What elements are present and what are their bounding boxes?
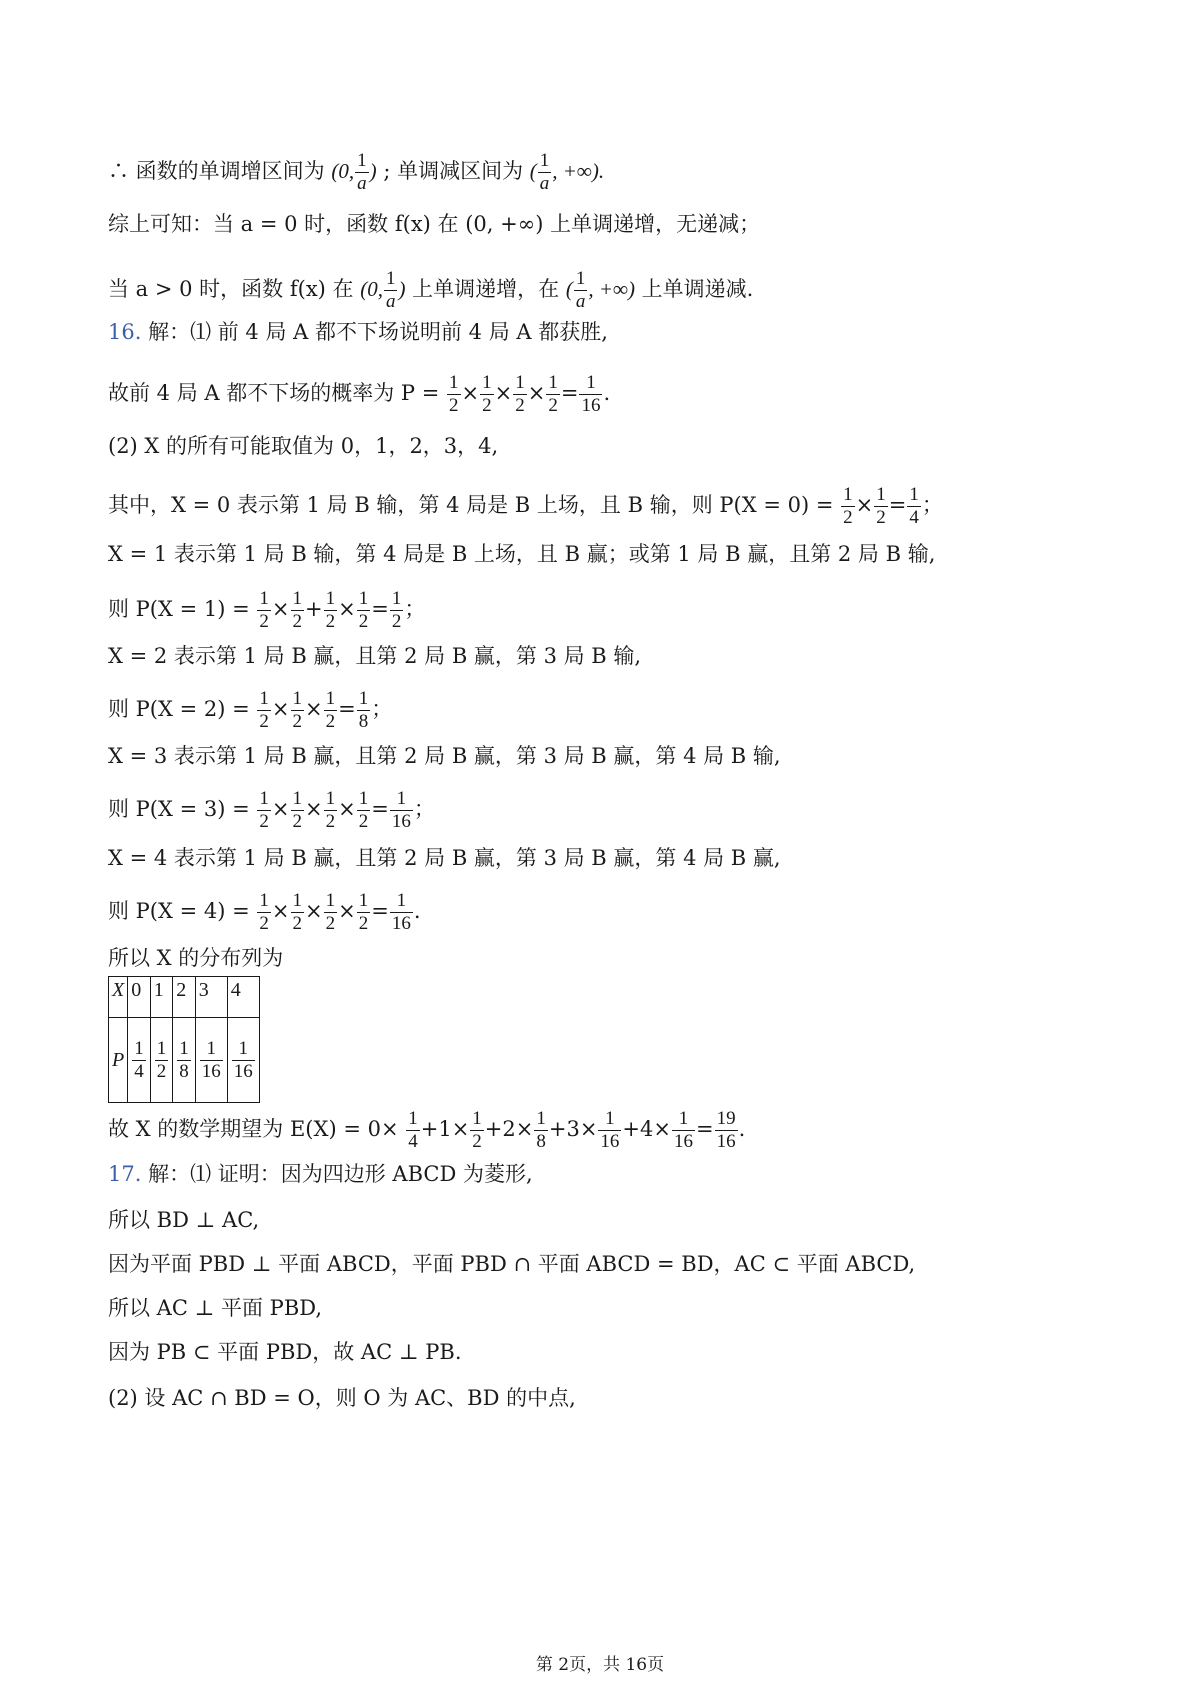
table-row bbox=[109, 977, 260, 1018]
q16-probability: 故前 4 局 A 都不下场的概率为 P = $\frac{1}{2}$ × $\frac{1}{2}$ × $\frac{1}{2}$ × $\frac{1}{2}$ = $\frac{1}{16}$ . bbox=[108, 372, 611, 416]
table-cell: $\frac{1}{4}$ bbox=[128, 1018, 151, 1103]
text: X = 3 表示第 1 局 B 赢，且第 2 局 B 赢，第 3 局 B 赢，第 4 局 B 输, bbox=[108, 744, 781, 768]
text: 则 P(X = 4) = bbox=[108, 899, 250, 923]
table-cell: $\frac{1}{8}$ bbox=[173, 1018, 196, 1103]
text: 因为平面 PBD ⊥ 平面 ABCD，平面 PBD ∩ 平面 ABCD = BD，AC ⊂ 平面 ABCD, bbox=[108, 1252, 916, 1276]
math: (0, bbox=[331, 159, 355, 183]
text: 上单调递减. bbox=[641, 277, 754, 301]
text: 故前 4 局 A 都不下场的概率为 P = bbox=[108, 381, 440, 405]
text: 其中，X = 0 表示第 1 局 B 输，第 4 局是 B 上场，且 B 输，则 P(X = 0) = bbox=[108, 493, 834, 517]
question-number: 16. bbox=[108, 320, 142, 344]
text: (2) 设 AC ∩ BD = O，则 O 为 AC、BD 的中点, bbox=[108, 1386, 576, 1410]
q17-line bbox=[108, 1294, 322, 1322]
fraction: $\frac{1}{a}$ bbox=[575, 268, 586, 312]
x4-line bbox=[108, 844, 781, 872]
table-cell: X bbox=[109, 977, 128, 1018]
text: ; 单调减区间为 bbox=[383, 159, 524, 183]
q16-values bbox=[108, 432, 498, 460]
text: X = 1 表示第 1 局 B 输，第 4 局是 B 上场，且 B 赢；或第 1 局 B 赢，且第 2 局 B 输, bbox=[108, 542, 936, 566]
text: 上单调递增，在 bbox=[412, 277, 560, 301]
q17-intro bbox=[108, 1160, 533, 1188]
x0-line: 其中，X = 0 表示第 1 局 B 输，第 4 局是 B 上场，且 B 输，则 P(X = 0) = $\frac{1}{2}$ × $\frac{1}{2}$ = $\frac{1}{4}$ ； bbox=[108, 484, 943, 528]
text: ∴ 函数的单调增区间为 bbox=[108, 159, 325, 183]
fraction: $\frac{1}{a}$ bbox=[539, 150, 550, 194]
table-cell: $\frac{1}{16}$ bbox=[227, 1018, 259, 1103]
x3-line bbox=[108, 742, 781, 770]
distribution-table bbox=[108, 976, 260, 1103]
x2-prob: 则 P(X = 2) = $\frac{1}{2}$ × $\frac{1}{2}$ × $\frac{1}{2}$ = $\frac{1}{8}$ ； bbox=[108, 688, 393, 732]
text: 因为 PB ⊂ 平面 PBD，故 AC ⊥ PB. bbox=[108, 1340, 462, 1364]
text: 所以 BD ⊥ AC, bbox=[108, 1208, 260, 1232]
q17-line bbox=[108, 1206, 259, 1234]
question-number: 17. bbox=[108, 1162, 142, 1186]
fraction: $\frac{1}{a}$ bbox=[357, 150, 367, 194]
x1-line bbox=[108, 540, 935, 568]
text: (2) X 的所有可能取值为 0，1，2，3，4, bbox=[108, 434, 499, 458]
text: X = 4 表示第 1 局 B 赢，且第 2 局 B 赢，第 3 局 B 赢，第 4 局 B 赢, bbox=[108, 846, 781, 870]
x3-prob: 则 P(X = 3) = $\frac{1}{2}$ × $\frac{1}{2}$ × $\frac{1}{2}$ × $\frac{1}{2}$ = $\frac{1}{16}$ ； bbox=[108, 788, 435, 832]
table-cell: 2 bbox=[173, 977, 196, 1018]
page-footer: 第 2页，共 16页 bbox=[535, 1655, 665, 1675]
text: 所以 AC ⊥ 平面 PBD, bbox=[108, 1296, 323, 1320]
x2-line bbox=[108, 642, 641, 670]
text: 解：⑴ 证明：因为四边形 ABCD 为菱形, bbox=[141, 1162, 533, 1186]
table-cell: 3 bbox=[195, 977, 227, 1018]
q17-line bbox=[108, 1250, 915, 1278]
table-cell: $\frac{1}{2}$ bbox=[150, 1018, 173, 1103]
distribution-heading bbox=[108, 944, 283, 972]
line-summary-a-zero bbox=[108, 210, 760, 238]
table-cell: 4 bbox=[227, 977, 259, 1018]
line-increase-decrease-intervals: ∴ 函数的单调增区间为 (0, $\frac{1}{a}$ ) ; 单调减区间为 ( $\frac{1}{a}$ , +∞). bbox=[108, 150, 605, 194]
text: X = 2 表示第 1 局 B 赢，且第 2 局 B 赢，第 3 局 B 输, bbox=[108, 644, 642, 668]
table-cell: 1 bbox=[150, 977, 173, 1018]
text: 解：⑴ 前 4 局 A 都不下场说明前 4 局 A 都获胜, bbox=[141, 320, 608, 344]
text: 当 a > 0 时，函数 f(x) 在 bbox=[108, 277, 354, 301]
table-row bbox=[109, 1018, 260, 1103]
table-cell: P bbox=[109, 1018, 128, 1103]
text: 则 P(X = 1) = bbox=[108, 597, 250, 621]
table-cell: 0 bbox=[128, 977, 151, 1018]
table-cell: $\frac{1}{16}$ bbox=[195, 1018, 227, 1103]
q16-intro bbox=[108, 318, 608, 346]
line-summary-a-positive: 当 a > 0 时，函数 f(x) 在 (0, $\frac{1}{a}$ ) 上单调递增，在 ( $\frac{1}{a}$ , +∞) 上单调递减. bbox=[108, 268, 754, 312]
q17-line bbox=[108, 1384, 576, 1412]
x4-prob: 则 P(X = 4) = $\frac{1}{2}$ × $\frac{1}{2}$ × $\frac{1}{2}$ × $\frac{1}{2}$ = $\frac{1}{16}$ . bbox=[108, 890, 421, 934]
fraction: $\frac{1}{a}$ bbox=[385, 268, 396, 312]
text: 故 X 的数学期望为 E(X) = 0× bbox=[108, 1117, 399, 1141]
q17-line bbox=[108, 1338, 462, 1366]
text: 则 P(X = 3) = bbox=[108, 797, 250, 821]
x1-prob: 则 P(X = 1) = $\frac{1}{2}$ × $\frac{1}{2}$ + $\frac{1}{2}$ × $\frac{1}{2}$ = $\frac{1}{2}$ ； bbox=[108, 588, 426, 632]
text: 综上可知：当 a = 0 时，函数 f(x) 在 (0, +∞) 上单调递增，无递减； bbox=[108, 212, 761, 236]
text: 则 P(X = 2) = bbox=[108, 697, 250, 721]
text: 所以 X 的分布列为 bbox=[108, 946, 284, 970]
expectation-line: 故 X 的数学期望为 E(X) = 0× $\frac{1}{4}$ +1× $\frac{1}{2}$ +2× $\frac{1}{8}$ +3× $\frac{1}{16}$ +4× $\frac{1}{16}$ = $\frac{19}{16}$ . bbox=[108, 1108, 746, 1152]
